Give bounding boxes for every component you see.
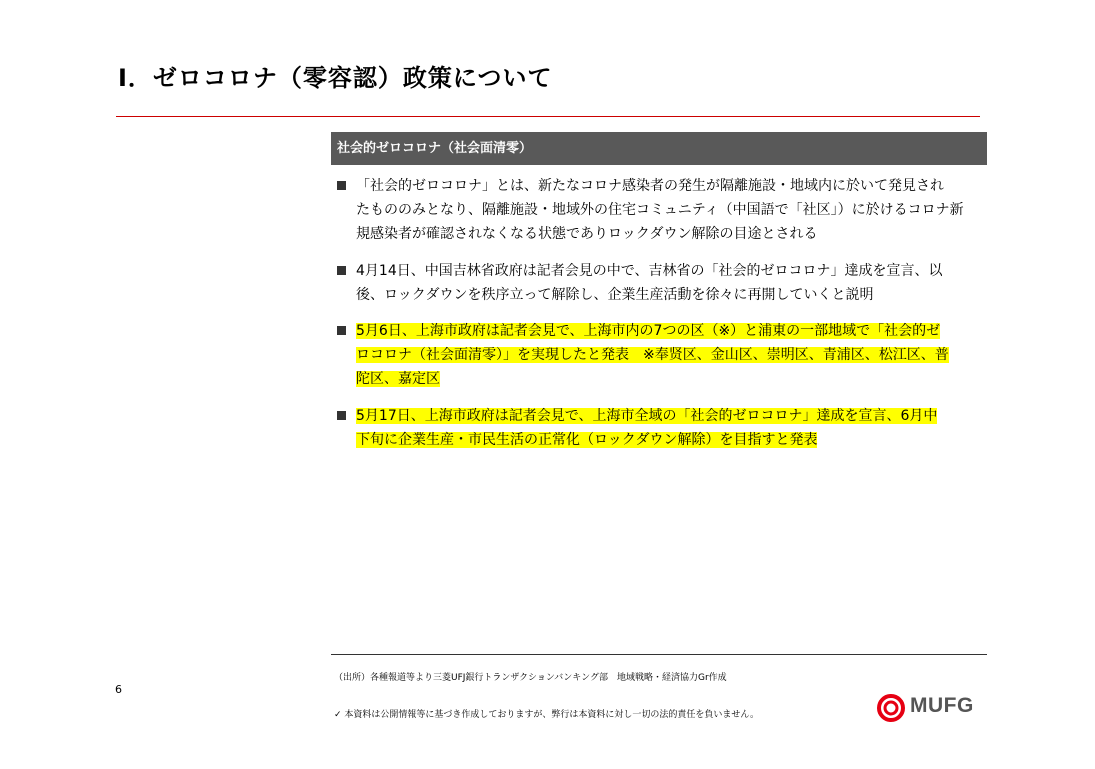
highlighted-text: 5月6日、上海市政府は記者会見で、上海市内の7つの区（※）と浦東の一部地域で「社会的ゼ — [356, 323, 941, 339]
bullet-text-line: 後、ロックダウンを秩序立って解除し、企業生産活動を徐々に再開していくと説明 — [356, 287, 874, 303]
source-note: （出所）各種報道等より三菱UFJ銀行トランザクションバンキング部 地域戦略・経済協力Gr作成 — [334, 673, 727, 683]
mufg-mark-icon — [877, 694, 905, 722]
footer-divider — [331, 654, 987, 655]
highlighted-text: ロコロナ（社会面清零）」を実現したと発表 ※奉贤区、金山区、崇明区、青浦区、松江区、普 — [356, 347, 949, 363]
disclaimer-note: ✓ 本資料は公開情報等に基づき作成しておりますが、弊行は本資料に対し一切の法的責任を負いません。 — [334, 710, 759, 720]
bullet-square-icon — [337, 411, 346, 420]
bullet-text-line: 規感染者が確認されなくなる状態でありロックダウン解除の目途とされる — [356, 226, 818, 242]
highlighted-text: 5月17日、上海市政府は記者会見で、上海市全域の「社会的ゼロコロナ」達成を宣言、6月中 — [356, 408, 938, 424]
bullet-text-line — [356, 429, 986, 453]
page-number: 6 — [115, 683, 122, 696]
bullet-text-line: 4月14日、中国吉林省政府は記者会見の中で、吉林省の「社会的ゼロコロナ」達成を宣言、以 — [356, 263, 943, 279]
bullet-text-line — [356, 368, 986, 392]
bullet-text-line — [356, 344, 986, 368]
highlighted-text: 下旬に企業生産・市民生活の正常化（ロックダウン解除）を目指すと発表 — [356, 432, 818, 448]
bullet-square-icon — [337, 326, 346, 335]
section-header: 社会的ゼロコロナ（社会面清零） — [331, 132, 987, 165]
mufg-logo — [877, 693, 987, 723]
bullet-text-line: 「社会的ゼロコロナ」とは、新たなコロナ感染者の発生が隔離施設・地域内に於いて発見され — [356, 178, 944, 194]
bullet-text-line — [356, 405, 986, 429]
logo-text: MUFG — [910, 694, 974, 717]
highlighted-text: 陀区、嘉定区 — [356, 371, 440, 387]
bullet-text-line — [356, 320, 986, 344]
bullet-square-icon — [337, 266, 346, 275]
title-divider — [116, 116, 980, 117]
bullet-square-icon — [337, 181, 346, 190]
bullet-text-line: たもののみとなり、隔離施設・地域外の住宅コミュニティ（中国語で「社区」）に於けるコロナ新 — [356, 202, 964, 218]
page-title: Ⅰ．ゼロコロナ（零容認）政策について — [118, 64, 553, 92]
